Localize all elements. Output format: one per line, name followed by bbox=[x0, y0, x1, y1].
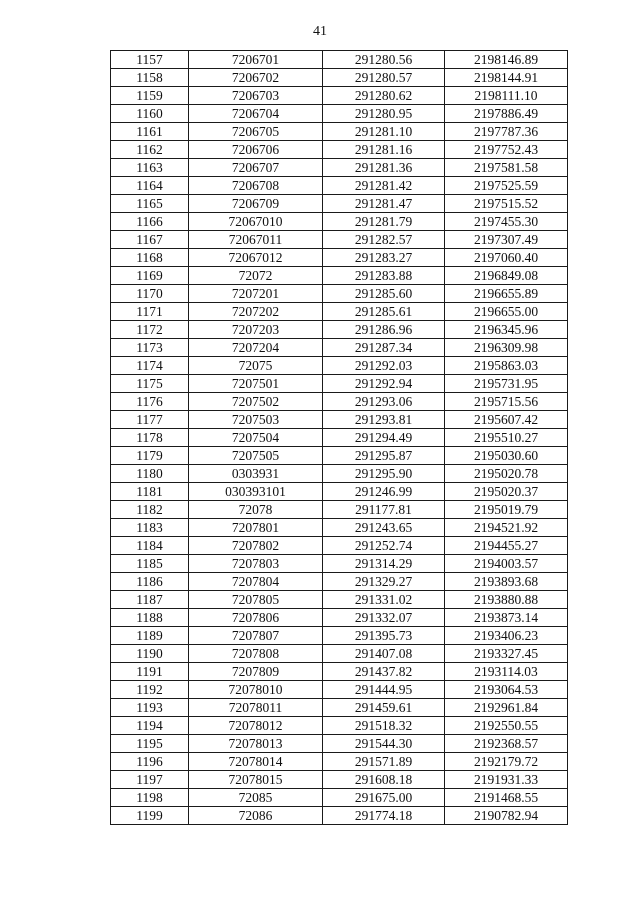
y-coordinate-cell: 2198146.89 bbox=[445, 51, 568, 69]
row-index-cell: 1164 bbox=[111, 177, 189, 195]
table-row bbox=[111, 537, 568, 555]
y-coordinate-cell: 2197525.59 bbox=[445, 177, 568, 195]
table-row bbox=[111, 177, 568, 195]
y-coordinate-cell: 2190782.94 bbox=[445, 807, 568, 825]
row-index-cell: 1197 bbox=[111, 771, 189, 789]
x-coordinate-cell: 291281.42 bbox=[323, 177, 445, 195]
y-coordinate-cell: 2198144.91 bbox=[445, 69, 568, 87]
row-index-cell: 1171 bbox=[111, 303, 189, 321]
row-index-cell: 1175 bbox=[111, 375, 189, 393]
table-row bbox=[111, 753, 568, 771]
row-index-cell: 1174 bbox=[111, 357, 189, 375]
x-coordinate-cell: 291252.74 bbox=[323, 537, 445, 555]
row-index-cell: 1195 bbox=[111, 735, 189, 753]
table-row bbox=[111, 447, 568, 465]
x-coordinate-cell: 291282.57 bbox=[323, 231, 445, 249]
row-index-cell: 1167 bbox=[111, 231, 189, 249]
table-row bbox=[111, 717, 568, 735]
point-id-cell: 7206708 bbox=[189, 177, 323, 195]
x-coordinate-cell: 291544.30 bbox=[323, 735, 445, 753]
point-id-cell: 7206701 bbox=[189, 51, 323, 69]
x-coordinate-cell: 291329.27 bbox=[323, 573, 445, 591]
x-coordinate-cell: 291280.57 bbox=[323, 69, 445, 87]
y-coordinate-cell: 2198111.10 bbox=[445, 87, 568, 105]
table-row bbox=[111, 573, 568, 591]
y-coordinate-cell: 2191931.33 bbox=[445, 771, 568, 789]
x-coordinate-cell: 291407.08 bbox=[323, 645, 445, 663]
page-number: 41 bbox=[313, 24, 327, 39]
row-index-cell: 1169 bbox=[111, 267, 189, 285]
point-id-cell: 7207808 bbox=[189, 645, 323, 663]
x-coordinate-cell: 291774.18 bbox=[323, 807, 445, 825]
x-coordinate-cell: 291281.10 bbox=[323, 123, 445, 141]
x-coordinate-cell: 291281.16 bbox=[323, 141, 445, 159]
point-id-cell: 7206709 bbox=[189, 195, 323, 213]
y-coordinate-cell: 2195020.37 bbox=[445, 483, 568, 501]
x-coordinate-cell: 291285.61 bbox=[323, 303, 445, 321]
point-id-cell: 72078011 bbox=[189, 699, 323, 717]
row-index-cell: 1183 bbox=[111, 519, 189, 537]
y-coordinate-cell: 2197307.49 bbox=[445, 231, 568, 249]
y-coordinate-cell: 2192550.55 bbox=[445, 717, 568, 735]
point-id-cell: 72067012 bbox=[189, 249, 323, 267]
row-index-cell: 1168 bbox=[111, 249, 189, 267]
y-coordinate-cell: 2193406.23 bbox=[445, 627, 568, 645]
x-coordinate-cell: 291283.27 bbox=[323, 249, 445, 267]
row-index-cell: 1193 bbox=[111, 699, 189, 717]
y-coordinate-cell: 2192368.57 bbox=[445, 735, 568, 753]
table-row bbox=[111, 771, 568, 789]
point-id-cell: 7207809 bbox=[189, 663, 323, 681]
x-coordinate-cell: 291675.00 bbox=[323, 789, 445, 807]
table-row bbox=[111, 375, 568, 393]
table-row bbox=[111, 411, 568, 429]
table-row bbox=[111, 681, 568, 699]
x-coordinate-cell: 291285.60 bbox=[323, 285, 445, 303]
point-id-cell: 7207802 bbox=[189, 537, 323, 555]
row-index-cell: 1177 bbox=[111, 411, 189, 429]
x-coordinate-cell: 291286.96 bbox=[323, 321, 445, 339]
y-coordinate-cell: 2197752.43 bbox=[445, 141, 568, 159]
table-row bbox=[111, 339, 568, 357]
y-coordinate-cell: 2197060.40 bbox=[445, 249, 568, 267]
row-index-cell: 1180 bbox=[111, 465, 189, 483]
table-row bbox=[111, 267, 568, 285]
point-id-cell: 72075 bbox=[189, 357, 323, 375]
row-index-cell: 1192 bbox=[111, 681, 189, 699]
row-index-cell: 1191 bbox=[111, 663, 189, 681]
y-coordinate-cell: 2196309.98 bbox=[445, 339, 568, 357]
row-index-cell: 1185 bbox=[111, 555, 189, 573]
point-id-cell: 7207504 bbox=[189, 429, 323, 447]
point-id-cell: 030393101 bbox=[189, 483, 323, 501]
table-row bbox=[111, 483, 568, 501]
point-id-cell: 72067011 bbox=[189, 231, 323, 249]
x-coordinate-cell: 291518.32 bbox=[323, 717, 445, 735]
table-row bbox=[111, 159, 568, 177]
y-coordinate-cell: 2194003.57 bbox=[445, 555, 568, 573]
point-id-cell: 72086 bbox=[189, 807, 323, 825]
row-index-cell: 1190 bbox=[111, 645, 189, 663]
y-coordinate-cell: 2196849.08 bbox=[445, 267, 568, 285]
row-index-cell: 1170 bbox=[111, 285, 189, 303]
row-index-cell: 1186 bbox=[111, 573, 189, 591]
x-coordinate-cell: 291280.62 bbox=[323, 87, 445, 105]
y-coordinate-cell: 2195731.95 bbox=[445, 375, 568, 393]
table-row bbox=[111, 87, 568, 105]
x-coordinate-cell: 291293.81 bbox=[323, 411, 445, 429]
coordinates-table bbox=[110, 50, 568, 825]
table-row bbox=[111, 285, 568, 303]
table-row bbox=[111, 429, 568, 447]
point-id-cell: 7207503 bbox=[189, 411, 323, 429]
point-id-cell: 7207807 bbox=[189, 627, 323, 645]
row-index-cell: 1157 bbox=[111, 51, 189, 69]
point-id-cell: 72078012 bbox=[189, 717, 323, 735]
row-index-cell: 1161 bbox=[111, 123, 189, 141]
y-coordinate-cell: 2193873.14 bbox=[445, 609, 568, 627]
point-id-cell: 72078013 bbox=[189, 735, 323, 753]
point-id-cell: 7207502 bbox=[189, 393, 323, 411]
point-id-cell: 7207805 bbox=[189, 591, 323, 609]
row-index-cell: 1196 bbox=[111, 753, 189, 771]
point-id-cell: 7206707 bbox=[189, 159, 323, 177]
point-id-cell: 0303931 bbox=[189, 465, 323, 483]
row-index-cell: 1159 bbox=[111, 87, 189, 105]
y-coordinate-cell: 2193893.68 bbox=[445, 573, 568, 591]
table-row bbox=[111, 735, 568, 753]
y-coordinate-cell: 2197886.49 bbox=[445, 105, 568, 123]
coordinates-table-body bbox=[111, 51, 568, 825]
y-coordinate-cell: 2193327.45 bbox=[445, 645, 568, 663]
table-row bbox=[111, 249, 568, 267]
point-id-cell: 7207202 bbox=[189, 303, 323, 321]
row-index-cell: 1188 bbox=[111, 609, 189, 627]
row-index-cell: 1178 bbox=[111, 429, 189, 447]
point-id-cell: 7207501 bbox=[189, 375, 323, 393]
y-coordinate-cell: 2195863.03 bbox=[445, 357, 568, 375]
y-coordinate-cell: 2195715.56 bbox=[445, 393, 568, 411]
y-coordinate-cell: 2194521.92 bbox=[445, 519, 568, 537]
x-coordinate-cell: 291177.81 bbox=[323, 501, 445, 519]
point-id-cell: 7207204 bbox=[189, 339, 323, 357]
y-coordinate-cell: 2195510.27 bbox=[445, 429, 568, 447]
row-index-cell: 1158 bbox=[111, 69, 189, 87]
table-row bbox=[111, 627, 568, 645]
row-index-cell: 1199 bbox=[111, 807, 189, 825]
y-coordinate-cell: 2194455.27 bbox=[445, 537, 568, 555]
point-id-cell: 7207803 bbox=[189, 555, 323, 573]
row-index-cell: 1182 bbox=[111, 501, 189, 519]
table-row bbox=[111, 609, 568, 627]
row-index-cell: 1187 bbox=[111, 591, 189, 609]
y-coordinate-cell: 2195607.42 bbox=[445, 411, 568, 429]
row-index-cell: 1184 bbox=[111, 537, 189, 555]
table-row bbox=[111, 807, 568, 825]
y-coordinate-cell: 2191468.55 bbox=[445, 789, 568, 807]
table-row bbox=[111, 51, 568, 69]
row-index-cell: 1173 bbox=[111, 339, 189, 357]
y-coordinate-cell: 2195020.78 bbox=[445, 465, 568, 483]
table-row bbox=[111, 105, 568, 123]
table-row bbox=[111, 699, 568, 717]
x-coordinate-cell: 291292.94 bbox=[323, 375, 445, 393]
point-id-cell: 7207203 bbox=[189, 321, 323, 339]
x-coordinate-cell: 291332.07 bbox=[323, 609, 445, 627]
y-coordinate-cell: 2193880.88 bbox=[445, 591, 568, 609]
x-coordinate-cell: 291287.34 bbox=[323, 339, 445, 357]
table-row bbox=[111, 231, 568, 249]
y-coordinate-cell: 2192179.72 bbox=[445, 753, 568, 771]
x-coordinate-cell: 291459.61 bbox=[323, 699, 445, 717]
y-coordinate-cell: 2196655.89 bbox=[445, 285, 568, 303]
point-id-cell: 72078014 bbox=[189, 753, 323, 771]
point-id-cell: 7207806 bbox=[189, 609, 323, 627]
y-coordinate-cell: 2192961.84 bbox=[445, 699, 568, 717]
y-coordinate-cell: 2197787.36 bbox=[445, 123, 568, 141]
x-coordinate-cell: 291608.18 bbox=[323, 771, 445, 789]
y-coordinate-cell: 2195030.60 bbox=[445, 447, 568, 465]
x-coordinate-cell: 291280.56 bbox=[323, 51, 445, 69]
table-row bbox=[111, 195, 568, 213]
point-id-cell: 7207804 bbox=[189, 573, 323, 591]
x-coordinate-cell: 291293.06 bbox=[323, 393, 445, 411]
table-row bbox=[111, 465, 568, 483]
row-index-cell: 1198 bbox=[111, 789, 189, 807]
y-coordinate-cell: 2197515.52 bbox=[445, 195, 568, 213]
row-index-cell: 1160 bbox=[111, 105, 189, 123]
y-coordinate-cell: 2197581.58 bbox=[445, 159, 568, 177]
x-coordinate-cell: 291281.79 bbox=[323, 213, 445, 231]
point-id-cell: 7207505 bbox=[189, 447, 323, 465]
x-coordinate-cell: 291295.87 bbox=[323, 447, 445, 465]
point-id-cell: 72072 bbox=[189, 267, 323, 285]
row-index-cell: 1179 bbox=[111, 447, 189, 465]
table-row bbox=[111, 141, 568, 159]
y-coordinate-cell: 2197455.30 bbox=[445, 213, 568, 231]
x-coordinate-cell: 291395.73 bbox=[323, 627, 445, 645]
table-row bbox=[111, 69, 568, 87]
point-id-cell: 7206706 bbox=[189, 141, 323, 159]
y-coordinate-cell: 2195019.79 bbox=[445, 501, 568, 519]
point-id-cell: 72067010 bbox=[189, 213, 323, 231]
table-row bbox=[111, 519, 568, 537]
table-row bbox=[111, 789, 568, 807]
table-row bbox=[111, 303, 568, 321]
y-coordinate-cell: 2196345.96 bbox=[445, 321, 568, 339]
x-coordinate-cell: 291243.65 bbox=[323, 519, 445, 537]
table-row bbox=[111, 213, 568, 231]
row-index-cell: 1165 bbox=[111, 195, 189, 213]
point-id-cell: 7206705 bbox=[189, 123, 323, 141]
x-coordinate-cell: 291246.99 bbox=[323, 483, 445, 501]
row-index-cell: 1163 bbox=[111, 159, 189, 177]
x-coordinate-cell: 291295.90 bbox=[323, 465, 445, 483]
y-coordinate-cell: 2193114.03 bbox=[445, 663, 568, 681]
row-index-cell: 1194 bbox=[111, 717, 189, 735]
table-row bbox=[111, 357, 568, 375]
point-id-cell: 72085 bbox=[189, 789, 323, 807]
row-index-cell: 1181 bbox=[111, 483, 189, 501]
point-id-cell: 7207201 bbox=[189, 285, 323, 303]
table-row bbox=[111, 591, 568, 609]
row-index-cell: 1166 bbox=[111, 213, 189, 231]
point-id-cell: 7207801 bbox=[189, 519, 323, 537]
table-row bbox=[111, 501, 568, 519]
table-row bbox=[111, 645, 568, 663]
table-row bbox=[111, 123, 568, 141]
y-coordinate-cell: 2196655.00 bbox=[445, 303, 568, 321]
row-index-cell: 1172 bbox=[111, 321, 189, 339]
point-id-cell: 7206702 bbox=[189, 69, 323, 87]
x-coordinate-cell: 291283.88 bbox=[323, 267, 445, 285]
point-id-cell: 72078015 bbox=[189, 771, 323, 789]
x-coordinate-cell: 291444.95 bbox=[323, 681, 445, 699]
table-row bbox=[111, 663, 568, 681]
x-coordinate-cell: 291331.02 bbox=[323, 591, 445, 609]
row-index-cell: 1189 bbox=[111, 627, 189, 645]
x-coordinate-cell: 291281.47 bbox=[323, 195, 445, 213]
x-coordinate-cell: 291571.89 bbox=[323, 753, 445, 771]
table-row bbox=[111, 321, 568, 339]
point-id-cell: 7206704 bbox=[189, 105, 323, 123]
point-id-cell: 72078010 bbox=[189, 681, 323, 699]
point-id-cell: 7206703 bbox=[189, 87, 323, 105]
table-row bbox=[111, 393, 568, 411]
x-coordinate-cell: 291292.03 bbox=[323, 357, 445, 375]
row-index-cell: 1162 bbox=[111, 141, 189, 159]
y-coordinate-cell: 2193064.53 bbox=[445, 681, 568, 699]
x-coordinate-cell: 291314.29 bbox=[323, 555, 445, 573]
point-id-cell: 72078 bbox=[189, 501, 323, 519]
x-coordinate-cell: 291281.36 bbox=[323, 159, 445, 177]
x-coordinate-cell: 291294.49 bbox=[323, 429, 445, 447]
table-row bbox=[111, 555, 568, 573]
x-coordinate-cell: 291437.82 bbox=[323, 663, 445, 681]
x-coordinate-cell: 291280.95 bbox=[323, 105, 445, 123]
row-index-cell: 1176 bbox=[111, 393, 189, 411]
